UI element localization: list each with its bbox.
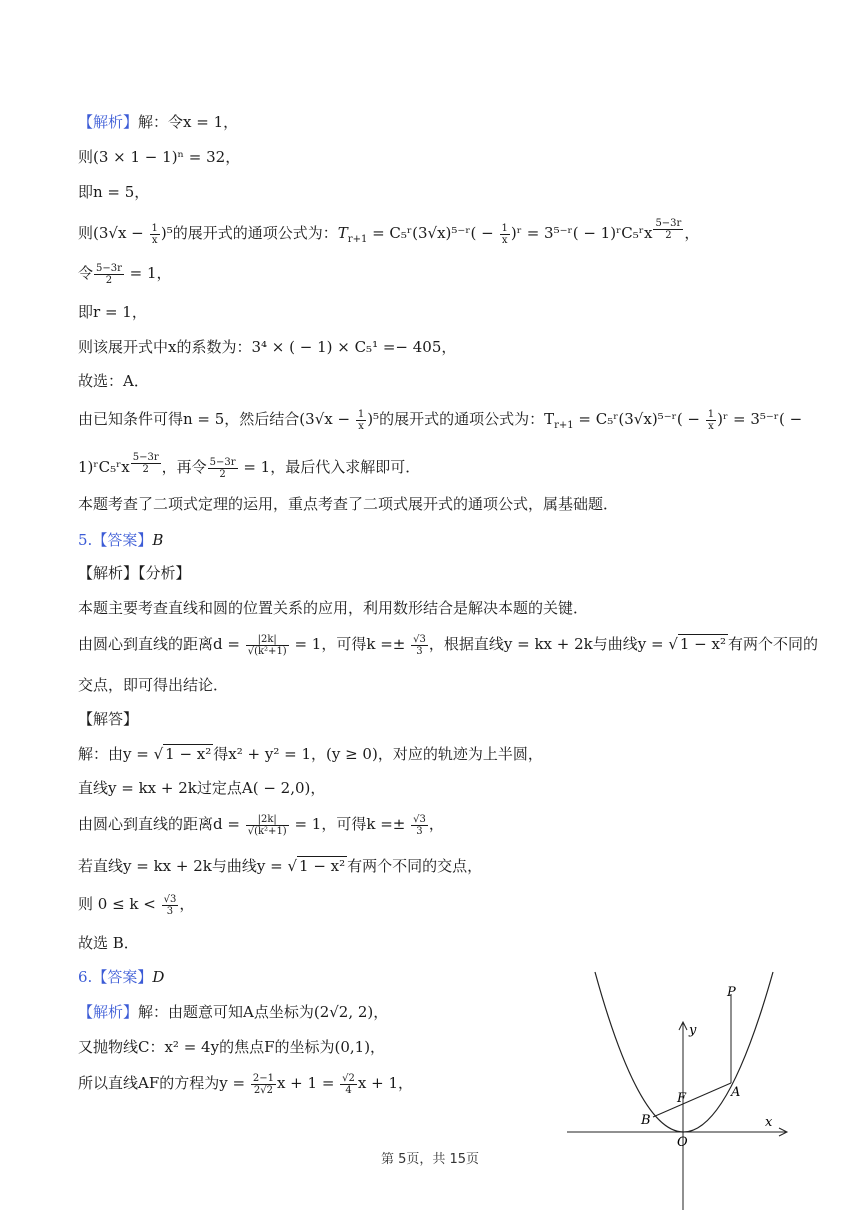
label-f: F (677, 1091, 687, 1106)
fraction-1-over-x-b: $\frac{1}{x}$ (501, 222, 508, 246)
line-9: 由已知条件可得n = 5，然后结合(3√x − $\frac{1}{x}$ )⁵的展开式的通项公式为：$T_{r+1}$ = C₅ʳ(3√x)⁵⁻ʳ( − $\frac{1}{x}$ )ʳ = 3⁵⁻ʳ( − (78, 408, 803, 432)
line-20: 由圆心到直线的距离d = $\frac{|2k|}{\text{√(k²+1)}}$ = 1，可得k =± $\frac{√3}{3}$ ， (78, 813, 444, 837)
line-11: 本题考查了二项式定理的运用，重点考查了二项式展开式的通项公式，属基础题． (78, 495, 619, 513)
fraction-distance-b: $\frac{|2k|}{\text{√(k²+1)}}$ (247, 813, 287, 837)
label-y: y (689, 1023, 697, 1038)
fraction-1-over-x: $\frac{1}{x}$ (151, 222, 158, 246)
fraction-sqrt3-over-3-c: $\frac{√3}{3}$ (163, 893, 177, 917)
line-14: 本题主要考查直线和圆的位置关系的应用，利用数形结合是解决本题的关键． (78, 599, 589, 617)
label-p: P (727, 985, 736, 1000)
analysis-tag: 【解析】 (78, 113, 139, 131)
line-8: 故选：A． (78, 372, 149, 390)
label-a: A (731, 1085, 741, 1100)
line-17: 【解答】 (78, 710, 139, 728)
line-3: 即n = 5， (78, 183, 150, 201)
fraction-sqrt2-over-4: $\frac{√2}{4}$ (342, 1072, 355, 1096)
fraction-sqrt3-over-3: $\frac{√3}{3}$ (413, 633, 426, 657)
line-18: 解：由y = √ 1 − x² 得x² + y² = 1，(y ≥ 0)，对应的轨迹为上半圆， (78, 745, 543, 763)
label-x: x (765, 1115, 773, 1130)
fraction-sqrt3-over-3-b: $\frac{√3}{3}$ (413, 813, 426, 837)
fraction-1-over-x-c: $\frac{1}{x}$ (357, 408, 365, 432)
parabola-curve (595, 972, 773, 1132)
answer-6: 6.【答案】D (78, 968, 165, 986)
label-b: B (641, 1113, 651, 1128)
line-10: 1)ʳC₅ʳx $^{\frac{5-3r}{2}}$ ，再令 $\frac{5-3r}{2}$ = 1，最后代入求解即可． (78, 452, 421, 480)
fraction-1-over-x-d: $\frac{1}{x}$ (707, 408, 715, 432)
fraction-5-3r-b: $\frac{5-3r}{2}$ (209, 456, 236, 480)
line-21: 若直线y = kx + 2k与曲线y = √ 1 − x² 有两个不同的交点， (78, 857, 483, 875)
fraction-5-3r: $\frac{5-3r}{2}$ (96, 262, 122, 286)
answer-5: 5.【答案】B (78, 531, 164, 549)
line-1: 【解析】解：令x = 1， (78, 113, 239, 131)
line-26: 又抛物线C：x² = 4y的焦点F的坐标为(0,1)， (78, 1038, 386, 1056)
line-6: 即r = 1， (78, 303, 147, 321)
line-23: 故选 B． (78, 934, 139, 952)
line-27: 所以直线AF的方程为y = $\frac{2-1}{2√2}$ x + 1 = $\frac{√2}{4}$ x + 1， (78, 1072, 413, 1096)
label-o: O (677, 1135, 688, 1150)
parabola-figure (565, 962, 795, 1212)
exponent-fraction: 5−3r 2 (655, 218, 682, 241)
exponent-fraction-b: 5−3r 2 (132, 452, 159, 475)
line-16: 交点，即可得出结论． (78, 676, 229, 694)
line-22: 则 0 ≤ k < $\frac{√3}{3}$ ， (78, 893, 195, 917)
line-4: 则(3√x − $\frac{1}{x}$ )⁵的展开式的通项公式为：$T_{r+1}$ = C₅ʳ(3√x)⁵⁻ʳ( − $\frac{1}{x}$ )ʳ = 3⁵⁻ʳ( − 1)ʳC₅ʳx $^{\frac{5-3r}{2}}$ ， (78, 218, 700, 246)
line-15: 由圆心到直线的距离d = $\frac{|2k|}{\text{√(k²+1)}}$ = 1，可得k =± $\frac{√3}{3}$ ，根据直线y = kx + 2k与曲线y = √ 1 − x² 有两个不同的 (78, 633, 819, 657)
fraction-slope: $\frac{2-1}{2√2}$ (252, 1072, 274, 1096)
line-7: 则该展开式中x的系数为：3⁴ × ( − 1) × C₅¹ =− 405， (78, 338, 457, 356)
page-footer: 第 5页，共 15页 (380, 1152, 480, 1167)
line-25: 【解析】解：由题意可知A点坐标为(2√2, 2)， (78, 1003, 389, 1021)
line-2: 则(3 × 1 − 1)ⁿ = 32， (78, 148, 241, 166)
line-19: 直线y = kx + 2k过定点A( − 2,0)， (78, 779, 326, 797)
line-13: 【解析】【分析】 (78, 564, 191, 582)
line-5: 令 $\frac{5-3r}{2}$ = 1， (78, 262, 172, 286)
line-ba (653, 1083, 731, 1117)
fraction-distance: $\frac{|2k|}{\text{√(k²+1)}}$ (247, 633, 287, 657)
